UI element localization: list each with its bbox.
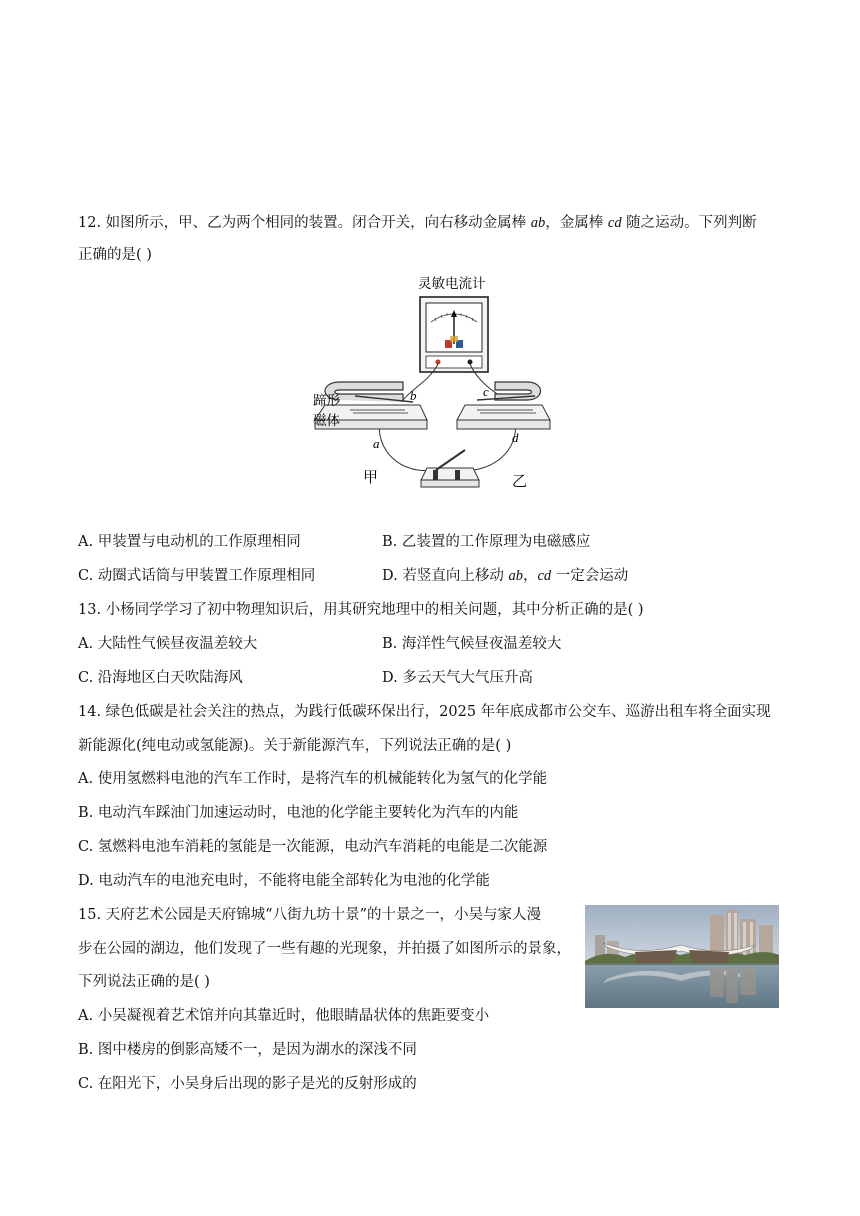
q12-option-d-part: D. 若竖直向上移动 (382, 568, 509, 584)
q12-stem-line1 (78, 213, 757, 233)
q13-option-d: D. 多云天气大气压升高 (382, 670, 533, 686)
q14-option-c: C. 氢燃料电池车消耗的氢能是一次能源，电动汽车消耗的电能是二次能源 (78, 839, 548, 855)
galvanometer-icon (420, 297, 488, 372)
right-device-yi (457, 382, 550, 429)
q12-stem-line2: 正确的是( ) (78, 247, 152, 263)
label-yi: 乙 (512, 472, 528, 490)
q12-stem-part: 随之运动。下列判断 (621, 215, 757, 231)
q15-option-a: A. 小吴凝视着艺术馆并向其靠近时，他眼睛晶状体的焦距要变小 (78, 1008, 490, 1024)
q15-option-c: C. 在阳光下，小吴身后出现的影子是光的反射形成的 (78, 1076, 417, 1092)
q14-stem-line2: 新能源化(纯电动或氢能源)。关于新能源汽车，下列说法正确的是( ) (78, 738, 512, 754)
q14-option-b: B. 电动汽车踩油门加速运动时，电池的化学能主要转化为汽车的内能 (78, 805, 519, 821)
q14-option-a: A. 使用氢燃料电池的汽车工作时，是将汽车的机械能转化为氢气的化学能 (78, 771, 548, 787)
q13-option-b: B. 海洋性气候昼夜温差较大 (382, 636, 562, 652)
var-cd: cd (537, 568, 552, 584)
q15-stem-line1: 15. 天府艺术公园是天府锦城“八街九坊十景”的十景之一，小吴与家人漫 (78, 907, 541, 923)
switch-icon (421, 450, 479, 487)
q14-stem-line1: 14. 绿色低碳是社会关注的热点，为践行低碳环保出行，2025 年年底成都市公交车、巡游出租车将全面实现 (78, 704, 771, 720)
label-b: b (410, 388, 417, 403)
var-ab: ab (530, 215, 546, 231)
q12-stem-part: 12. 如图所示，甲、乙为两个相同的装置。闭合开关，向右移动金属棒 (78, 215, 531, 231)
q12-option-d (382, 566, 628, 586)
label-jia: 甲 (363, 468, 379, 486)
q12-option-c: C. 动圈式话筒与甲装置工作原理相同 (78, 568, 316, 584)
var-cd: cd (607, 215, 622, 231)
q13-option-c: C. 沿海地区白天吹陆海风 (78, 670, 243, 686)
var-ab: ab (508, 568, 523, 584)
q13-stem: 13. 小杨同学学习了初中物理知识后，用其研究地理中的相关问题，其中分析正确的是( ) (78, 602, 644, 618)
q14-option-d: D. 电动汽车的电池充电时，不能将电能全部转化为电池的化学能 (78, 873, 490, 889)
q12-option-b: B. 乙装置的工作原理为电磁感应 (382, 534, 591, 550)
magnet-label-line2: 磁体 (313, 413, 340, 429)
label-c: c (483, 384, 489, 399)
magnet-label-line1: 蹄形 (313, 393, 340, 409)
q15-stem-line2: 步在公园的湖边，他们发现了一些有趣的光现象，并拍摄了如图所示的景象， (78, 941, 571, 957)
label-a: a (373, 436, 380, 451)
q12-stem-part: ，金属棒 (545, 215, 608, 231)
q12-figure-electromagnetic-devices (305, 270, 560, 506)
galvanometer-label: 灵敏电流计 (418, 276, 486, 292)
q15-option-b: B. 图中楼房的倒影高矮不一，是因为湖水的深浅不同 (78, 1042, 417, 1058)
q12-option-d-part: ， (522, 568, 538, 584)
q15-art-museum-photo (585, 905, 779, 1008)
q13-option-a: A. 大陆性气候昼夜温差较大 (78, 636, 258, 652)
label-d: d (512, 430, 519, 445)
q12-option-d-part: 一定会运动 (551, 568, 629, 584)
q12-option-a: A. 甲装置与电动机的工作原理相同 (78, 534, 301, 550)
q15-stem-line3: 下列说法正确的是( ) (78, 974, 210, 990)
